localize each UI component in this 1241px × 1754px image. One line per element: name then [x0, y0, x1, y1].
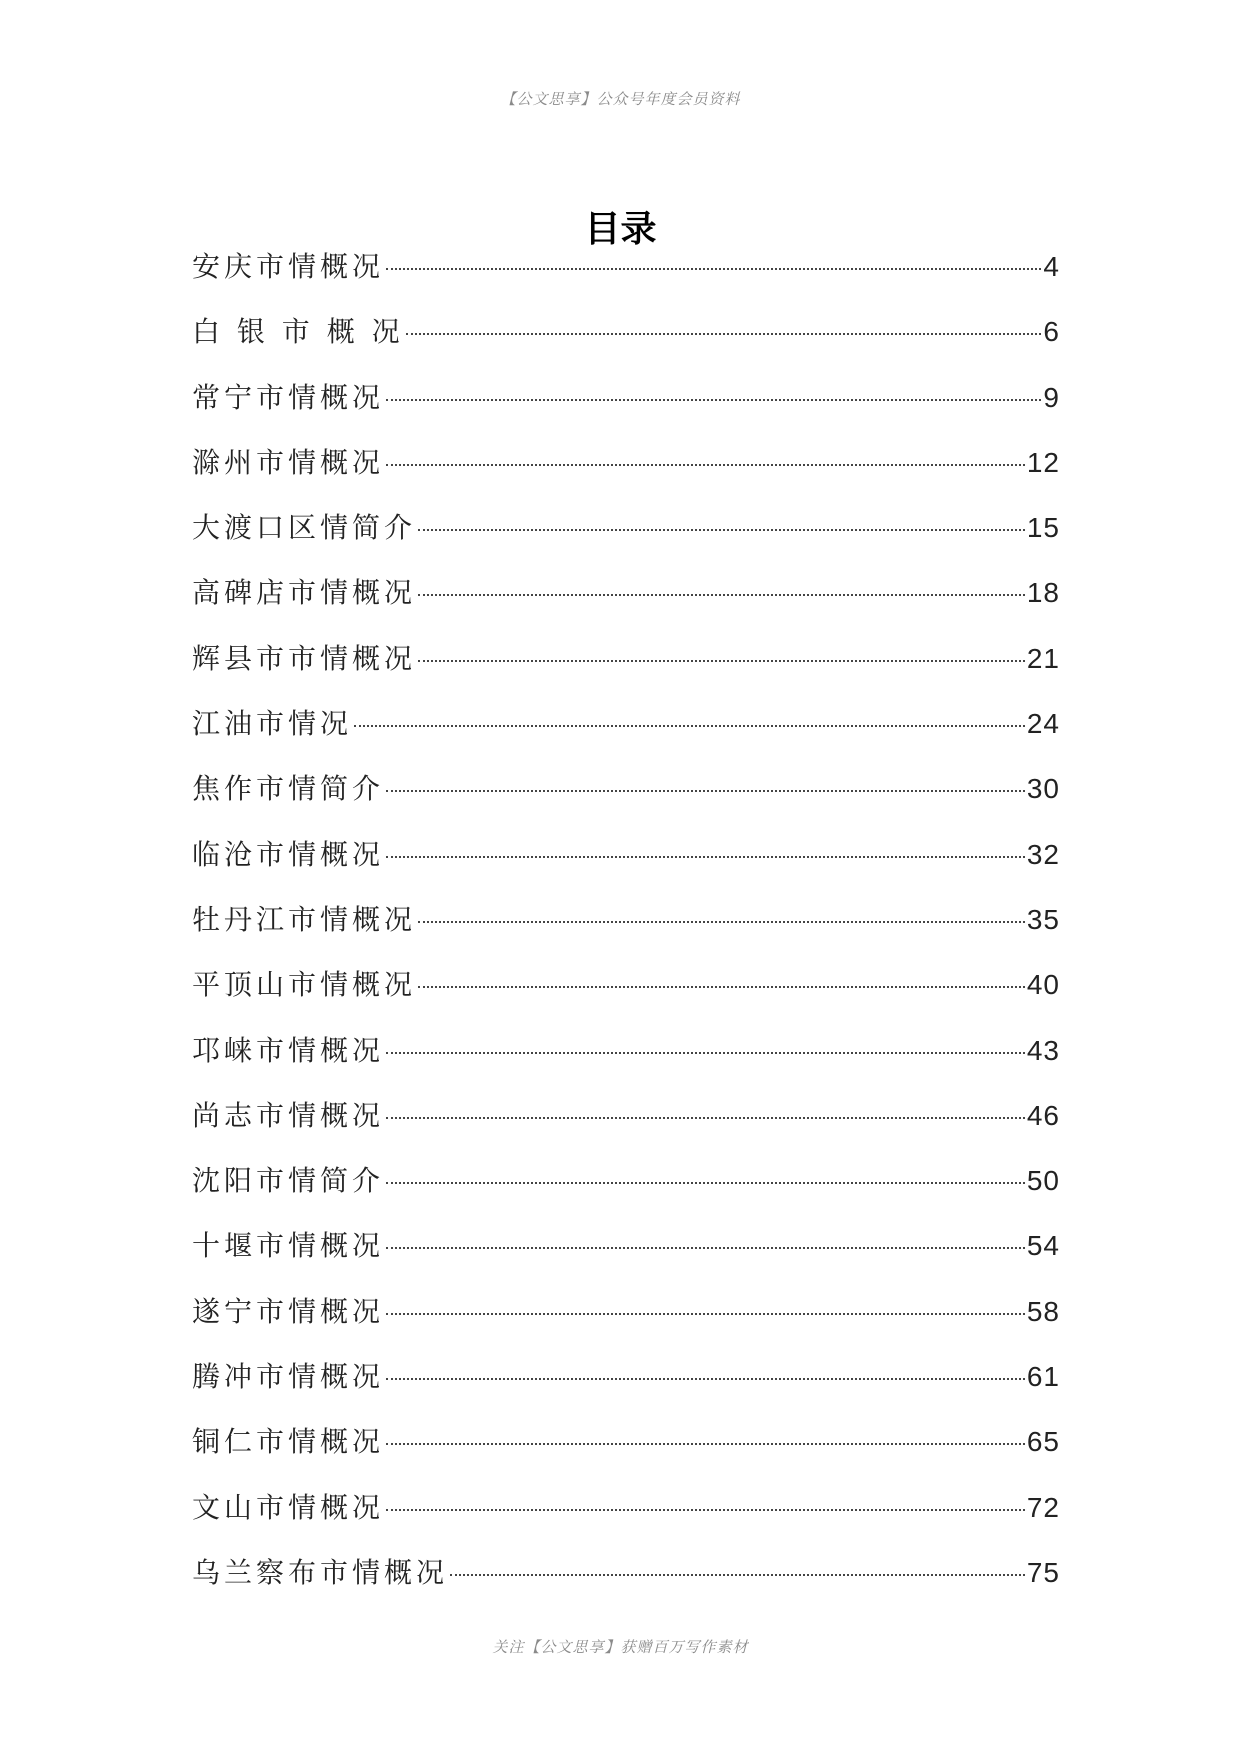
toc-entry-page: 32	[1026, 838, 1060, 870]
toc-entry-title: 牡丹江市情概况	[192, 902, 417, 936]
toc-entry-page: 58	[1026, 1295, 1060, 1327]
toc-entry-title: 沈阳市情简介	[192, 1164, 385, 1198]
table-of-contents	[192, 245, 1060, 1616]
toc-entry-title: 遂宁市情概况	[192, 1294, 385, 1328]
toc-entry-title: 辉县市市情概况	[192, 641, 417, 675]
page-footer: 关注【公文思享】获赠百万写作素材	[492, 1638, 749, 1656]
dot-leader	[386, 1378, 1025, 1380]
dot-leader	[354, 725, 1025, 727]
dot-leader	[386, 464, 1025, 466]
toc-entry-page: 21	[1026, 642, 1060, 674]
toc-entry[interactable]	[192, 1290, 1060, 1355]
toc-entry-title: 滁州市情概况	[192, 445, 385, 479]
toc-entry-page: 54	[1026, 1230, 1060, 1262]
toc-entry-title: 铜仁市情概况	[192, 1425, 385, 1459]
toc-entry[interactable]	[192, 1029, 1060, 1094]
toc-entry-page: 18	[1026, 577, 1060, 609]
toc-entry[interactable]	[192, 245, 1060, 310]
dot-leader	[418, 594, 1025, 596]
dot-leader	[386, 1247, 1025, 1249]
toc-entry-title: 常宁市情概况	[192, 380, 385, 414]
toc-entry[interactable]	[192, 1094, 1060, 1159]
toc-entry-title: 高碑店市情概况	[192, 576, 417, 610]
toc-entry-title: 临沧市情概况	[192, 837, 385, 871]
dot-leader	[450, 1574, 1025, 1576]
toc-entry[interactable]	[192, 702, 1060, 767]
dot-leader	[418, 921, 1025, 923]
toc-entry[interactable]	[192, 1420, 1060, 1485]
toc-entry-page: 9	[1043, 381, 1060, 413]
toc-entry[interactable]	[192, 506, 1060, 571]
dot-leader	[386, 1052, 1025, 1054]
dot-leader	[386, 1182, 1025, 1184]
toc-entry[interactable]	[192, 898, 1060, 963]
toc-entry-page: 65	[1026, 1426, 1060, 1458]
toc-entry-title: 文山市情概况	[192, 1490, 385, 1524]
toc-entry-title: 十堰市情概况	[192, 1229, 385, 1263]
dot-leader	[418, 529, 1025, 531]
toc-entry[interactable]	[192, 1551, 1060, 1616]
toc-entry[interactable]	[192, 767, 1060, 832]
toc-entry-page: 12	[1026, 446, 1060, 478]
toc-entry-page: 35	[1026, 903, 1060, 935]
toc-entry-title: 安庆市情概况	[192, 250, 385, 283]
toc-entry-page: 15	[1026, 512, 1060, 544]
dot-leader	[386, 856, 1025, 858]
toc-entry[interactable]	[192, 963, 1060, 1028]
toc-entry-page: 4	[1043, 251, 1060, 282]
toc-entry-title: 焦作市情简介	[192, 772, 385, 806]
toc-entry[interactable]	[192, 1486, 1060, 1551]
dot-leader	[386, 1509, 1025, 1511]
dot-leader	[418, 660, 1025, 662]
toc-entry-title: 江油市情况	[192, 707, 353, 741]
toc-entry-page: 50	[1026, 1165, 1060, 1197]
toc-entry-page: 46	[1026, 1099, 1060, 1131]
toc-entry[interactable]	[192, 571, 1060, 636]
toc-entry[interactable]	[192, 1159, 1060, 1224]
toc-entry-title: 乌兰察布市情概况	[192, 1555, 449, 1589]
toc-entry-title: 腾冲市情概况	[192, 1360, 385, 1394]
toc-entry[interactable]	[192, 376, 1060, 441]
toc-entry-page: 40	[1026, 969, 1060, 1001]
toc-entry-page: 24	[1026, 708, 1060, 740]
toc-entry-title: 平顶山市情概况	[192, 968, 417, 1002]
toc-entry-title: 大渡口区情简介	[192, 511, 417, 545]
dot-leader	[386, 1117, 1025, 1119]
dot-leader	[386, 790, 1025, 792]
toc-entry[interactable]	[192, 637, 1060, 702]
dot-leader	[386, 268, 1041, 270]
dot-leader	[386, 399, 1041, 401]
toc-entry[interactable]	[192, 1224, 1060, 1289]
dot-leader	[386, 1443, 1025, 1445]
toc-entry-page: 43	[1026, 1034, 1060, 1066]
toc-entry[interactable]	[192, 441, 1060, 506]
toc-entry[interactable]	[192, 833, 1060, 898]
dot-leader	[406, 333, 1042, 335]
dot-leader	[386, 1313, 1025, 1315]
toc-entry[interactable]	[192, 1355, 1060, 1420]
toc-title: 目录	[584, 209, 657, 251]
toc-entry[interactable]	[192, 310, 1060, 375]
toc-entry-title: 邛崃市情概况	[192, 1033, 385, 1067]
toc-entry-page: 72	[1026, 1491, 1060, 1523]
toc-entry-title: 白 银 市 概 况	[192, 315, 404, 349]
toc-entry-page: 75	[1026, 1556, 1060, 1588]
dot-leader	[418, 986, 1025, 988]
toc-entry-page: 61	[1026, 1361, 1060, 1393]
toc-entry-title: 尚志市情概况	[192, 1098, 385, 1132]
toc-entry-page: 30	[1026, 773, 1060, 805]
page-header: 【公文思享】公众号年度会员资料	[500, 90, 741, 108]
toc-entry-page: 6	[1043, 316, 1060, 348]
